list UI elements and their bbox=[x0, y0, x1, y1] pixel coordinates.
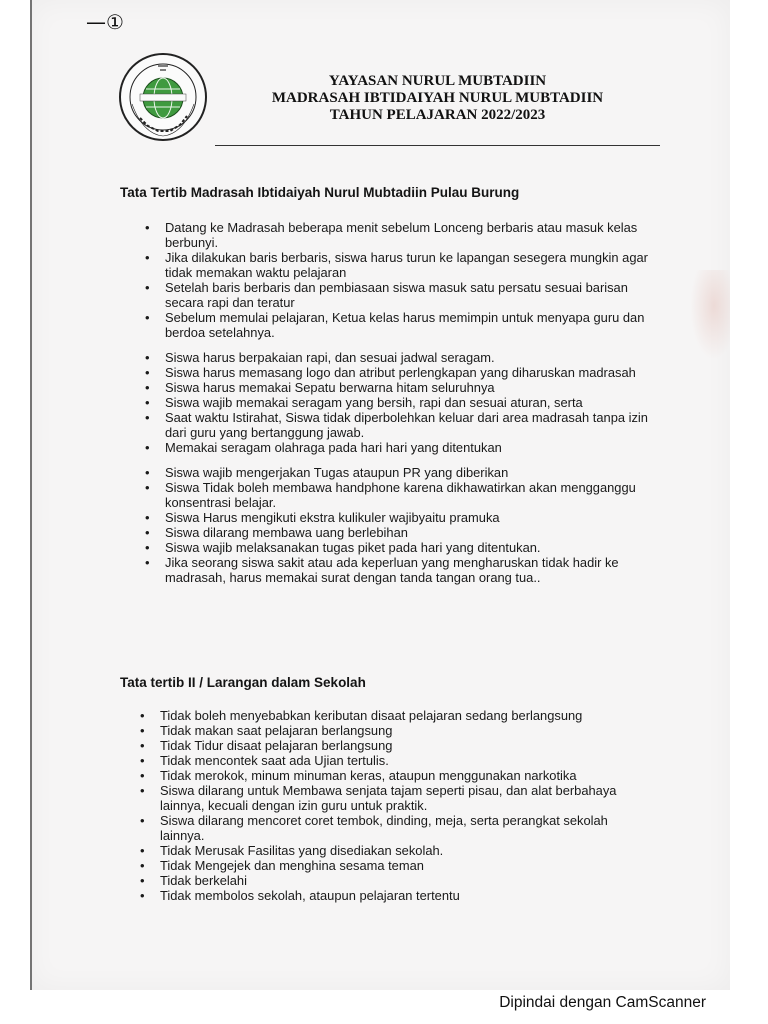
header-divider bbox=[215, 145, 660, 146]
rule-item: • Datang ke Madrasah beberapa menit sebelum Lonceng berbaris atau masuk kelas berbunyi. bbox=[145, 220, 655, 250]
header-school-name: MADRASAH IBTIDAIYAH NURUL MUBTADIIN bbox=[271, 90, 604, 106]
prohibition-item: • Tidak Merusak Fasilitas yang disediakan sekolah. bbox=[140, 843, 650, 858]
paper-stain bbox=[690, 270, 730, 360]
group-spacer bbox=[145, 340, 655, 350]
rule-item: • Siswa dilarang membawa uang berlebihan bbox=[145, 525, 655, 540]
prohibition-item: • Tidak membolos sekolah, ataupun pelajaran tertentu bbox=[140, 888, 650, 903]
section2-rules-list bbox=[140, 708, 650, 903]
rule-item: • Sebelum memulai pelajaran, Ketua kelas harus memimpin untuk menyapa guru dan berdoa setelahnya. bbox=[145, 310, 655, 340]
header-academic-year: TAHUN PELAJARAN 2022/2023 bbox=[329, 107, 546, 123]
prohibition-item: • Tidak merokok, minum minuman keras, ataupun menggunakan narkotika bbox=[140, 768, 650, 783]
prohibition-item: • Tidak Mengejek dan menghina sesama teman bbox=[140, 858, 650, 873]
rule-item: • Siswa wajib melaksanakan tugas piket pada hari yang ditentukan. bbox=[145, 540, 655, 555]
prohibition-item: • Tidak Tidur disaat pelajaran berlangsung bbox=[140, 738, 650, 753]
scan-edge bbox=[30, 0, 32, 990]
rule-item: • Jika dilakukan baris berbaris, siswa harus turun ke lapangan sesegera mungkin agar tidak memakan waktu pelajaran bbox=[145, 250, 655, 280]
rule-item: • Siswa harus memakai Sepatu berwarna hitam seluruhnya bbox=[145, 380, 655, 395]
section2-title: Tata tertib II / Larangan dalam Sekolah bbox=[120, 675, 366, 690]
section1-rules-list bbox=[145, 220, 655, 585]
scanner-watermark: Dipindai dengan CamScanner bbox=[499, 994, 706, 1011]
rule-item: • Siswa harus memasang logo dan atribut perlengkapan yang diharuskan madrasah bbox=[145, 365, 655, 380]
prohibition-item: • Tidak makan saat pelajaran berlangsung bbox=[140, 723, 650, 738]
header-foundation-name: YAYASAN NURUL MUBTADIIN bbox=[328, 73, 547, 89]
prohibition-item: • Tidak mencontek saat ada Ujian tertulis. bbox=[140, 753, 650, 768]
rule-item: • Siswa harus berpakaian rapi, dan sesuai jadwal seragam. bbox=[145, 350, 655, 365]
rule-item: • Saat waktu Istirahat, Siswa tidak diperbolehkan keluar dari area madrasah tanpa izin dari guru yang bertanggung jawab. bbox=[145, 410, 655, 440]
prohibition-item: • Tidak berkelahi bbox=[140, 873, 650, 888]
rule-item: • Siswa Tidak boleh membawa handphone karena dikhawatirkan akan mengganggu konsentrasi belajar. bbox=[145, 480, 655, 510]
rule-item: • Memakai seragam olahraga pada hari hari yang ditentukan bbox=[145, 440, 655, 455]
prohibition-item: • Siswa dilarang untuk Membawa senjata tajam seperti pisau, dan alat berbahaya lainnya, kecuali dengan izin guru untuk praktik. bbox=[140, 783, 650, 813]
rule-item: • Setelah baris berbaris dan pembiasaan siswa masuk satu persatu sesuai barisan secara rapi dan teratur bbox=[145, 280, 655, 310]
foundation-logo-icon bbox=[118, 52, 208, 142]
prohibition-item: • Siswa dilarang mencoret coret tembok, dinding, meja, serta perangkat sekolah lainnya. bbox=[140, 813, 650, 843]
handwritten-mark: —① bbox=[86, 10, 124, 34]
rule-item: • Siswa Harus mengikuti ekstra kulikuler wajibyaitu pramuka bbox=[145, 510, 655, 525]
rule-item: • Jika seorang siswa sakit atau ada keperluan yang mengharuskan tidak hadir ke madrasah, harus memakai surat dengan tanda tangan orang tua.. bbox=[145, 555, 655, 585]
section1-title: Tata Tertib Madrasah Ibtidaiyah Nurul Mubtadiin Pulau Burung bbox=[120, 185, 520, 200]
prohibition-item: • Tidak boleh menyebabkan keributan disaat pelajaran sedang berlangsung bbox=[140, 708, 650, 723]
rule-item: • Siswa wajib memakai seragam yang bersih, rapi dan sesuai aturan, serta bbox=[145, 395, 655, 410]
document-header bbox=[215, 73, 660, 124]
group-spacer bbox=[145, 455, 655, 465]
rule-item: • Siswa wajib mengerjakan Tugas ataupun PR yang diberikan bbox=[145, 465, 655, 480]
